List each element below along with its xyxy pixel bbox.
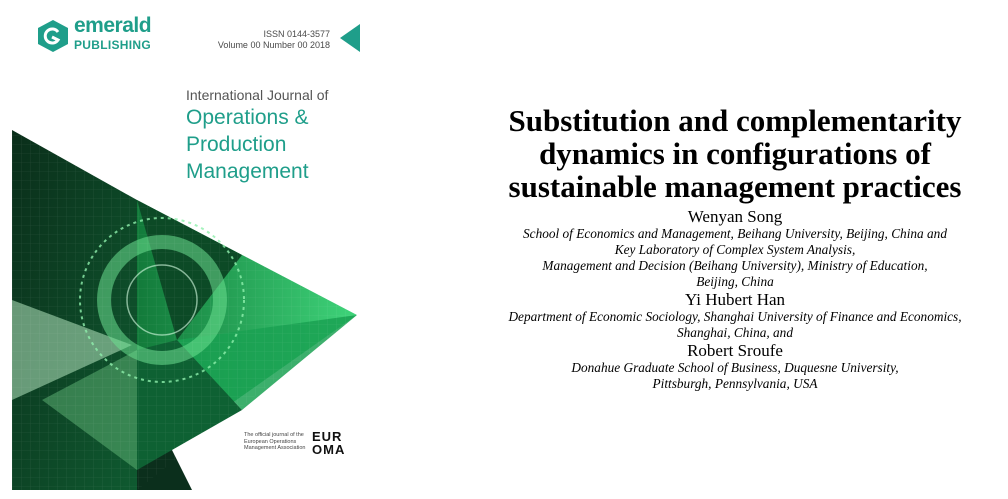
journal-cover — [12, 0, 360, 490]
author-affiliation — [470, 309, 1000, 341]
official-journal-note: The official journal of the European Operations Management Association — [244, 432, 306, 451]
author-affiliation — [470, 226, 1000, 290]
euroma-logo-line: EUR — [312, 429, 343, 444]
affiliation-line: School of Economics and Management, Beihang University, Beijing, China and — [523, 226, 947, 241]
journal-name-line: Operations & — [186, 106, 309, 129]
title-line: dynamics in configurations of — [539, 136, 931, 171]
affiliation-line: Management and Decision (Beihang University), Ministry of Education, — [542, 258, 928, 273]
affiliation-line: Beijing, China — [696, 274, 774, 289]
author-name: Wenyan Song — [687, 207, 783, 226]
paper-header — [470, 104, 1000, 392]
journal-name-line: Production — [186, 133, 287, 156]
journal-name-line: Management — [186, 160, 309, 183]
title-line: sustainable management practices — [508, 169, 962, 204]
publisher-logo-word: emerald — [74, 14, 152, 37]
affiliation-line: Shanghai, China, and — [677, 325, 793, 340]
title-line: Substitution and complementarity — [508, 103, 962, 138]
affiliation-line: Pittsburgh, Pennsylvania, USA — [652, 376, 818, 391]
emerald-logo-icon — [38, 20, 68, 52]
corner-triangle-icon — [340, 24, 360, 52]
issn: ISSN 0144-3577 — [263, 29, 330, 39]
euroma-logo-line: OMA — [312, 442, 346, 457]
author-name: Robert Sroufe — [687, 341, 783, 360]
affiliation-line: Key Laboratory of Complex System Analysis, — [614, 242, 856, 257]
journal-name — [186, 104, 356, 185]
euroma-logo — [312, 430, 346, 456]
paper-title — [470, 104, 1000, 203]
volume-number: Volume 00 Number 00 2018 — [217, 40, 330, 50]
author-name: Yi Hubert Han — [684, 290, 786, 309]
journal-prefix: International Journal of — [186, 87, 329, 103]
author-affiliation — [470, 360, 1000, 392]
cover-artwork — [12, 0, 360, 490]
affiliation-line: Donahue Graduate School of Business, Duquesne University, — [571, 360, 899, 375]
affiliation-line: Department of Economic Sociology, Shanghai University of Finance and Economics, — [508, 309, 962, 324]
publisher-logo-sub: PUBLISHING — [74, 38, 152, 52]
